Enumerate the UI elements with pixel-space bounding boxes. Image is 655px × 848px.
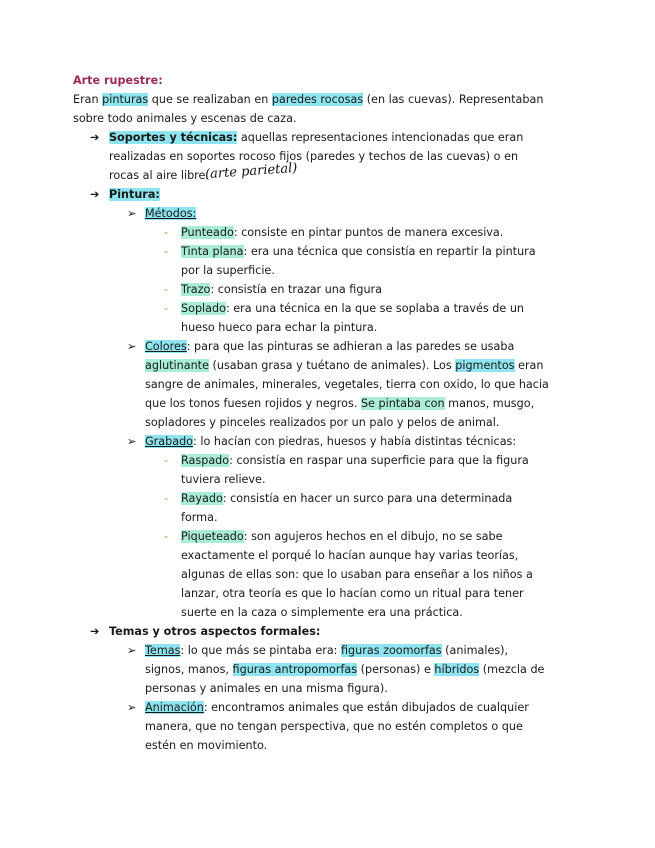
page-title: Arte rupestre:: [73, 74, 163, 87]
tinta-line-1: Tinta plana: era una técnica que consistía en repartir la pintura: [181, 245, 536, 258]
soportes-line-1: Soportes y técnicas: aquellas representaciones intencionadas que eran: [109, 131, 524, 144]
intro-line-1: Eran pinturas que se realizaban en paredes rocosas (en las cuevas). Representaban: [73, 93, 544, 106]
rayado-line-1: Rayado: consistía en hacer un surco para una determinada: [181, 492, 513, 505]
raspado-line-1: Raspado: consistía en raspar una superficie para que la figura: [181, 454, 529, 467]
temas-line-3: personas y animales en una misma figura).: [145, 682, 388, 695]
metodos-heading: Métodos:: [145, 207, 197, 220]
colores-line-4: que los tonos fuesen rojidos y negros. Se pintaba con manos, musgo,: [145, 397, 535, 410]
punteado-line: Punteado: consiste en pintar puntos de manera excesiva.: [181, 226, 504, 239]
dash-bullet: -: [164, 226, 169, 239]
dash-bullet: -: [164, 245, 169, 258]
temas-section-heading: Temas y otros aspectos formales:: [109, 625, 321, 638]
colores-line-5: sopladores y pinceles realizados por un palo y pelos de animal.: [145, 416, 500, 429]
rayado-line-2: forma.: [181, 511, 218, 524]
pintura-heading: Pintura:: [109, 188, 160, 201]
intro-line-2: sobre todo animales y escenas de caza.: [73, 112, 297, 125]
soplado-line-1: Soplado: era una técnica en la que se soplaba a través de un: [181, 302, 525, 315]
dash-bullet: -: [164, 530, 169, 543]
arrow-bullet-icon: ➔: [90, 188, 100, 201]
arrow-bullet-icon: ➔: [90, 625, 100, 638]
colores-line-3: sangre de animales, minerales, vegetales, tierra con oxido, lo que hacia: [145, 378, 549, 391]
soportes-line-2: realizadas en soportes rocoso fijos (paredes y techos de las cuevas) o en: [109, 150, 519, 163]
temas-line-2: signos, manos, figuras antropomorfas (personas) e híbridos (mezcla de: [145, 663, 545, 676]
animacion-line-2: manera, que no tengan perspectiva, que no estén completos o que: [145, 720, 523, 733]
handwritten-note: (arte parietal): [204, 160, 298, 183]
arrow-bullet-icon: ➔: [90, 131, 100, 144]
chevron-bullet-icon: ➢: [127, 207, 137, 220]
dash-bullet: -: [164, 302, 169, 315]
piqueteado-line-5: suerte en la caza o simplemente era una práctica.: [181, 606, 463, 619]
colores-line-2: aglutinante (usaban grasa y tuétano de animales). Los pigmentos eran: [145, 359, 544, 372]
temas-line-1: Temas: lo que más se pintaba era: figuras zoomorfas (animales),: [145, 644, 509, 657]
soplado-line-2: hueso hueco para echar la pintura.: [181, 321, 378, 334]
grabado-line-1: Grabado: lo hacían con piedras, huesos y había distintas técnicas:: [145, 435, 517, 448]
chevron-bullet-icon: ➢: [127, 340, 137, 353]
dash-bullet: -: [164, 283, 169, 296]
chevron-bullet-icon: ➢: [127, 644, 137, 657]
animacion-line-1: Animación: encontramos animales que están dibujados de cualquier: [145, 701, 529, 714]
animacion-line-3: estén en movimiento.: [145, 739, 268, 752]
soportes-line-3: rocas al aire libre.: [109, 169, 209, 182]
raspado-line-2: tuviera relieve.: [181, 473, 266, 486]
trazo-line: Trazo: consistía en trazar una figura: [181, 283, 383, 296]
piqueteado-line-1: Piqueteado: son agujeros hechos en el dibujo, no se sabe: [181, 530, 503, 543]
piqueteado-line-4: lanzar, otra teoría es que lo hacían como un ritual para tener: [181, 587, 524, 600]
tinta-line-2: por la superficie.: [181, 264, 275, 277]
chevron-bullet-icon: ➢: [127, 701, 137, 714]
dash-bullet: -: [164, 454, 169, 467]
chevron-bullet-icon: ➢: [127, 435, 137, 448]
piqueteado-line-3: algunas de ellas son: que lo usaban para enseñar a los niños a: [181, 568, 533, 581]
colores-line-1: Colores: para que las pinturas se adhieran a las paredes se usaba: [145, 340, 515, 353]
piqueteado-line-2: exactamente el porqué lo hacían aunque hay varias teorías,: [181, 549, 519, 562]
dash-bullet: -: [164, 492, 169, 505]
